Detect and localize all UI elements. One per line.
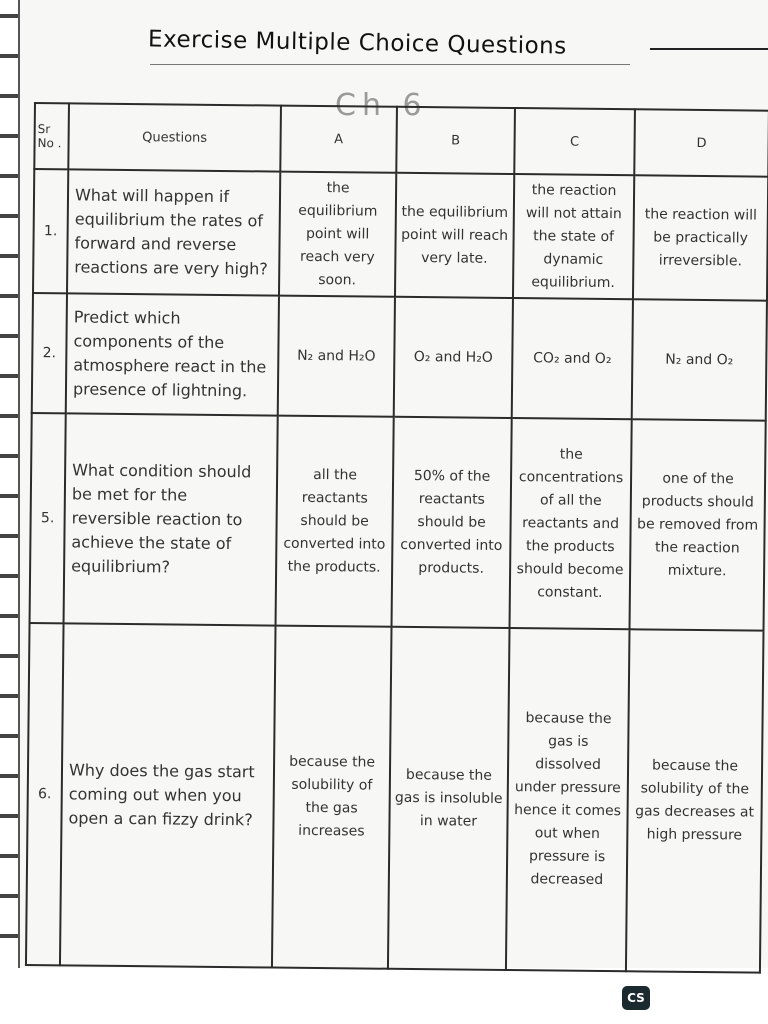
header-questions: Questions bbox=[68, 103, 281, 171]
header-option-a: A bbox=[280, 106, 397, 173]
header-rule bbox=[650, 48, 768, 50]
scanner-logo: CS bbox=[622, 986, 650, 1010]
table-row bbox=[26, 623, 764, 973]
binder-edge bbox=[0, 0, 18, 968]
option-c: CO₂ and O₂ bbox=[512, 298, 633, 419]
question-number: 2. bbox=[32, 293, 67, 413]
mcq-table bbox=[25, 102, 768, 974]
header-option-b: B bbox=[396, 107, 515, 174]
page-title: Exercise Multiple Choice Questions bbox=[147, 26, 567, 60]
table-row bbox=[32, 293, 767, 421]
table-row bbox=[33, 169, 768, 301]
question-text: What will happen if equilibrium the rates of forward and reverse reactions are very high? bbox=[67, 169, 280, 295]
question-text: Why does the gas start coming out when you open a can fizzy drink? bbox=[60, 623, 276, 967]
option-d: the reaction will be practically irreversible. bbox=[633, 175, 768, 300]
table-row bbox=[30, 413, 766, 631]
question-number: 6. bbox=[26, 623, 64, 965]
option-a: the equilibrium point will reach very soon. bbox=[279, 172, 396, 297]
chapter-label: Ch 6 bbox=[335, 88, 428, 123]
option-d: one of the products should be removed from the reaction mixture. bbox=[630, 419, 766, 630]
header-option-d: D bbox=[634, 109, 768, 176]
header-sr-no: Sr No . bbox=[34, 103, 69, 169]
question-number: 5. bbox=[30, 413, 66, 623]
question-text: Predict which components of the atmosphere react in the presence of lightning. bbox=[66, 293, 279, 415]
option-c: because the gas is dissolved under pressure hence it comes out when pressure is decreased bbox=[506, 628, 630, 971]
question-text: What condition should be met for the reversible reaction to achieve the state of equilibrium? bbox=[64, 413, 278, 625]
option-c: the reaction will not attain the state of dynamic equilibrium. bbox=[513, 174, 634, 299]
header-option-c: C bbox=[514, 108, 635, 175]
option-d: because the solubility of the gas decreases at high pressure bbox=[626, 629, 764, 972]
option-b: the equilibrium point will reach very late. bbox=[395, 173, 514, 298]
option-a: because the solubility of the gas increases bbox=[272, 626, 392, 969]
option-a: all the reactants should be converted into the products. bbox=[276, 416, 394, 627]
option-b: O₂ and H₂O bbox=[394, 297, 513, 418]
option-a: N₂ and H₂O bbox=[278, 296, 395, 417]
option-c: the concentrations of all the reactants and the products should become constant. bbox=[510, 418, 632, 629]
option-d: N₂ and O₂ bbox=[632, 299, 767, 420]
header-row bbox=[34, 103, 768, 177]
option-b: 50% of the reactants should be converted into products. bbox=[392, 417, 512, 628]
option-b: because the gas is insoluble in water bbox=[388, 627, 510, 970]
question-number: 1. bbox=[33, 169, 68, 293]
title-underline bbox=[150, 64, 630, 65]
